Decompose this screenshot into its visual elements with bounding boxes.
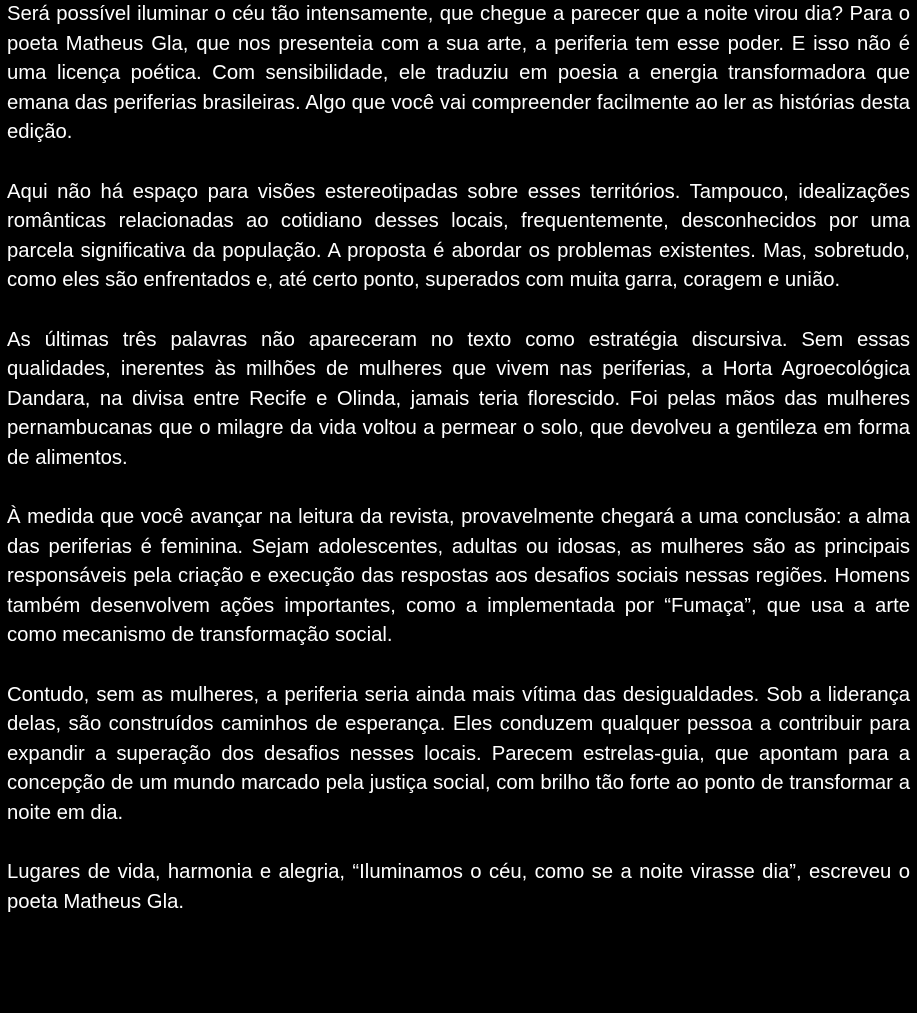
editorial-text [7, 0, 910, 947]
paragraph-2: Aqui não há espaço para visões estereotipadas sobre esses territórios. Tampouco, idealizações românticas relacionadas ao cotidiano desses locais, frequentemente, desconhecidos por uma parcela significativa da população. A proposta é abordar os problemas existentes. Mas, sobretudo, como eles são enfrentados e, até certo ponto, superados com muita garra, coragem e união. [7, 180, 910, 292]
paragraph-1: Será possível iluminar o céu tão intensamente, que chegue a parecer que a noite virou dia? Para o poeta Matheus Gla, que nos presenteia com a sua arte, a periferia tem esse poder. E isso não é uma licença poética. Com sensibilidade, ele traduziu em poesia a energia transformadora que emana das periferias brasileiras. Algo que você vai compreender facilmente ao ler as histórias desta edição. [7, 3, 910, 144]
paragraph-5: Contudo, sem as mulheres, a periferia seria ainda mais vítima das desigualdades. Sob a liderança delas, são construídos caminhos de esperança. Eles conduzem qualquer pessoa a contribuir para expandir a superação dos desafios nesses locais. Parecem estrelas-guia, que apontam para a concepção de um mundo marcado pela justiça social, com brilho tão forte ao ponto de transformar a noite em dia. [7, 683, 910, 825]
paragraph-3: As últimas três palavras não apareceram no texto como estratégia discursiva. Sem essas qualidades, inerentes às milhões de mulheres que vivem nas periferias, a Horta Agroecológica Dandara, na divisa entre Recife e Olinda, jamais teria florescido. Foi pelas mãos das mulheres pernambucanas que o milagre da vida voltou a permear o solo, que devolveu a gentileza em forma de alimentos. [7, 328, 910, 469]
paragraph-6: Lugares de vida, harmonia e alegria, “Iluminamos o céu, como se a noite virasse dia”, escreveu o poeta Matheus Gla. [7, 861, 910, 913]
paragraph-4: À medida que você avançar na leitura da revista, provavelmente chegará a uma conclusão: a alma das periferias é feminina. Sejam adolescentes, adultas ou idosas, as mulheres são as principais responsáveis pela criação e execução das respostas aos desafios sociais nessas regiões. Homens também desenvolvem ações importantes, como a implementada por “Fumaça”, que usa a arte como mecanismo de transformação social. [7, 506, 910, 647]
